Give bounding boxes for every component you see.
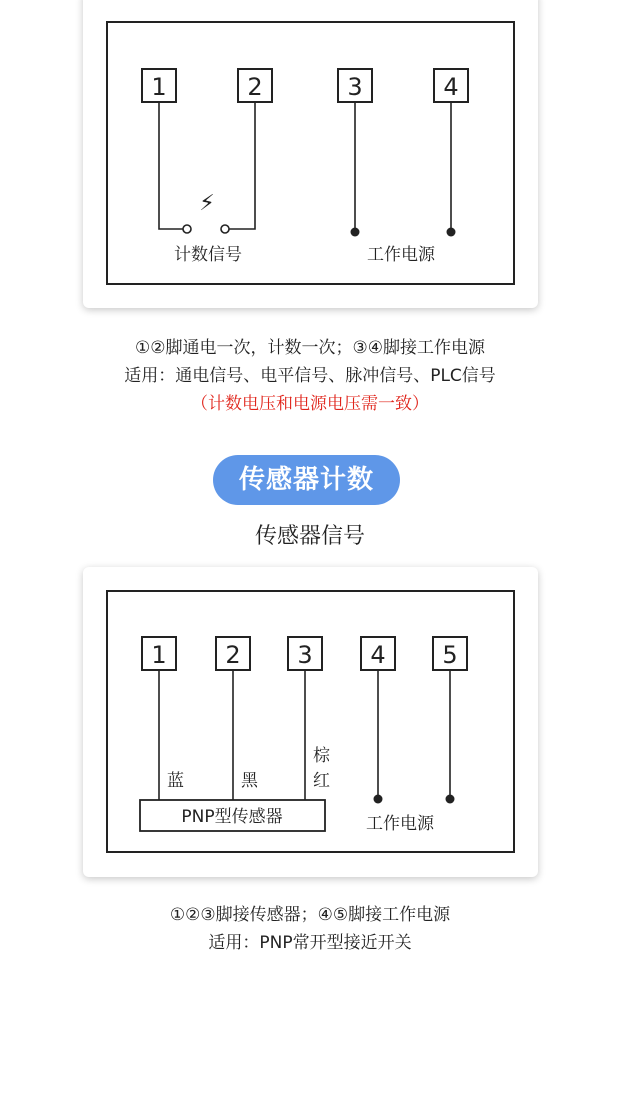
terminal-4 xyxy=(361,637,395,670)
count-signal-label: 计数信号 xyxy=(174,245,242,265)
terminal-2 xyxy=(238,69,272,102)
svg-text:1: 1 xyxy=(151,73,167,101)
svg-text:4: 4 xyxy=(443,73,459,101)
power-label: 工作电源 xyxy=(367,245,435,265)
wire-black-label: 黑 xyxy=(241,771,258,791)
caption-sensor xyxy=(0,901,620,957)
caption-line-2: 适用：PNP常开型接近开关 xyxy=(208,933,412,953)
power-node-5 xyxy=(446,795,455,804)
section-subtitle: 传感器信号 xyxy=(254,524,365,549)
diagram-frame xyxy=(107,22,514,284)
pnp-sensor-box xyxy=(140,800,325,831)
terminal-5 xyxy=(433,637,467,670)
caption-warning: （计数电压和电源电压需一致） xyxy=(191,394,429,414)
caption-line-1: ①②脚通电一次，计数一次；③④脚接工作电源 xyxy=(135,338,485,358)
lightning-icon: ⚡ xyxy=(199,191,215,216)
svg-text:3: 3 xyxy=(347,73,363,101)
caption-count-signal xyxy=(0,334,620,418)
wire-terminal-2 xyxy=(229,102,255,229)
terminal-1 xyxy=(142,69,176,102)
wire-brown-label: 棕 xyxy=(313,746,330,766)
svg-text:5: 5 xyxy=(442,641,458,669)
wire-blue-label: 蓝 xyxy=(167,771,184,791)
terminal-4 xyxy=(434,69,468,102)
power-label: 工作电源 xyxy=(366,814,434,834)
caption-line-1: ①②③脚接传感器；④⑤脚接工作电源 xyxy=(169,905,451,925)
section-badge: 传感器计数 xyxy=(213,455,400,505)
power-node-3 xyxy=(351,228,360,237)
wiring-card-sensor xyxy=(83,567,538,877)
terminal-1 xyxy=(142,637,176,670)
caption-line-2: 适用：通电信号、电平信号、脉冲信号、PLC信号 xyxy=(124,366,496,386)
svg-text:1: 1 xyxy=(151,641,167,669)
svg-text:3: 3 xyxy=(297,641,313,669)
svg-text:4: 4 xyxy=(370,641,386,669)
wiring-diagram-count-signal xyxy=(83,0,538,308)
svg-text:2: 2 xyxy=(247,73,263,101)
switch-contact-left xyxy=(183,225,191,233)
svg-text:2: 2 xyxy=(225,641,241,669)
wire-terminal-1 xyxy=(159,102,183,229)
wire-red-label: 红 xyxy=(313,771,330,791)
terminal-3 xyxy=(288,637,322,670)
power-node-4 xyxy=(447,228,456,237)
switch-contact-right xyxy=(221,225,229,233)
sensor-label: PNP型传感器 xyxy=(181,807,283,827)
terminal-3 xyxy=(338,69,372,102)
wiring-diagram-sensor xyxy=(83,567,538,877)
power-node-4 xyxy=(374,795,383,804)
wiring-card-count-signal xyxy=(83,0,538,308)
terminal-2 xyxy=(216,637,250,670)
